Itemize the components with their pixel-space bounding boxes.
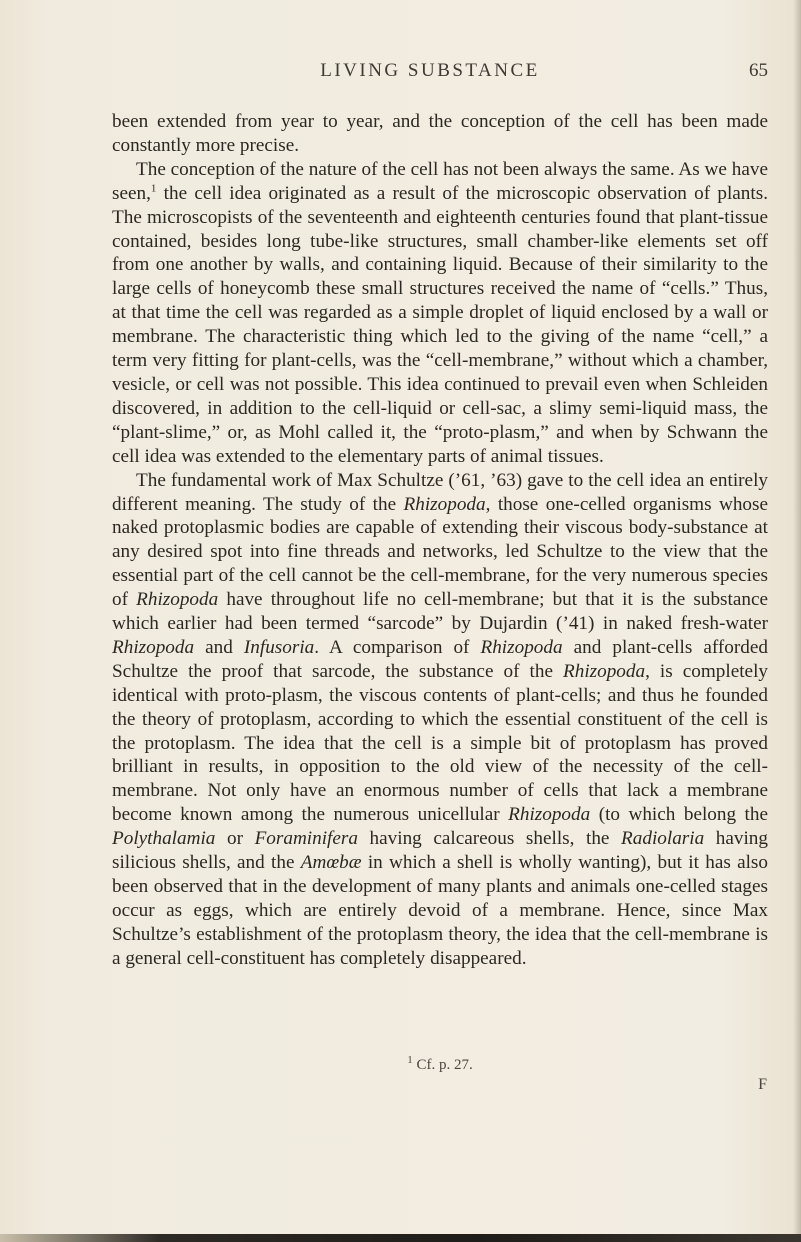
text-run: having calcareous shells, the bbox=[357, 828, 622, 850]
text-run: . A comparison of bbox=[314, 636, 481, 658]
text-run: and bbox=[194, 636, 244, 658]
running-header bbox=[92, 60, 768, 90]
page-edge-shadow bbox=[793, 0, 801, 1242]
italic-term: Radiolaria bbox=[621, 828, 705, 850]
footnote-reference: 1 bbox=[150, 182, 157, 195]
text-run: The fundamental work of Max Schultze (’61, ’63) gave to the cell idea an entirely different meaning. The study of the bbox=[112, 469, 768, 515]
italic-term: Foraminifera bbox=[254, 828, 358, 850]
italic-term: Rhizopoda bbox=[112, 636, 195, 658]
text-run: or bbox=[215, 828, 255, 850]
body-text bbox=[112, 110, 768, 971]
text-run: in which a shell is wholly wanting), but it has also been observed that in the development of many plants and animals one-celled stages occur as eggs, which are entirely devoid of a membrane. Hence, since Max Schultze’s establishment of the protoplasm theory, the idea that the cell-membrane is a general cell-constituent has completely disappeared. bbox=[112, 852, 768, 969]
footnote bbox=[112, 1054, 768, 1074]
footnote-text: Cf. p. 27. bbox=[412, 1057, 473, 1073]
text-run: the cell idea originated as a result of the microscopic observation of plants. The microscopists of the seventeenth and eighteenth centuries found that plant-tissue contained, besides long tube-like structures, small chamber-like elements set off from one another by walls, and containing liquid. Because of their similarity to the large cells of honeycomb these small structures received the name of “cells.” Thus, at that time the cell was regarded as a simple droplet of liquid enclosed by a wall or membrane. The characteristic thing which led to the giving of the name “cell,” a term very fitting for plant-cells, was the “cell-membrane,” without which a chamber, vesicle, or cell was not possible. This idea continued to prevail even when Schleiden discovered, in addition to the cell-liquid or cell-sac, a slimy semi-liquid mass, the “plant-slime,” or, as Mohl called it, the “proto-plasm,” and when by Schwann the cell idea was extended to the elementary parts of animal tissues. bbox=[112, 182, 768, 467]
text-run: been extended from year to year, and the conception of the cell has been made constantly more precise. bbox=[112, 111, 768, 156]
text-run: , those one-celled organisms whose naked protoplasmic bodies are capable of extending their viscous body-substance at any desired spot into fine threads and networks, led Schultze to the view that the essential part of the cell cannot be the cell-membrane, for the very numerous species of bbox=[112, 493, 768, 611]
italic-term: Amœbæ bbox=[300, 852, 362, 874]
text-run: having silicious shells, and the bbox=[112, 828, 768, 874]
paragraph bbox=[112, 110, 768, 158]
text-run: The conception of the nature of the cell has not been always the same. As we have seen, bbox=[112, 158, 768, 204]
paragraph bbox=[112, 158, 768, 469]
italic-term: Infusoria bbox=[243, 636, 315, 658]
signature-mark: F bbox=[758, 1076, 767, 1093]
page-bottom-edge bbox=[0, 1234, 801, 1242]
running-title: LIVING SUBSTANCE bbox=[320, 60, 540, 81]
italic-term: Rhizopoda bbox=[508, 804, 591, 826]
italic-term: Rhizopoda bbox=[136, 589, 219, 611]
text-run: , is completely identical with proto-plasm, the viscous contents of plant-cells; and thus he founded the theory of protoplasm, according to which the essential constituent of the cell is the protoplasm. The idea that the cell is a simple bit of protoplasm has proved brilliant in results, in opposition to the old view of the necessity of the cell-membrane. Not only have an enormous number of cells that lack a membrane become known among the numerous unicellular bbox=[112, 660, 769, 826]
italic-term: Polythalamia bbox=[112, 828, 216, 850]
text-run: and plant-cells afforded Schultze the proof that sarcode, the substance of the bbox=[112, 636, 768, 682]
footnote-marker: 1 bbox=[407, 1054, 413, 1066]
text-run: have throughout life no cell-membrane; but that it is the substance which earlier had been termed “sarcode” by Dujardin (’41) in naked fresh-water bbox=[112, 589, 768, 635]
text-run: (to which belong the bbox=[590, 804, 768, 826]
italic-term: Rhizopoda bbox=[563, 660, 646, 682]
italic-term: Rhizopoda bbox=[403, 493, 486, 515]
page-number: 65 bbox=[749, 60, 768, 81]
italic-term: Rhizopoda bbox=[480, 636, 563, 658]
paragraph bbox=[112, 469, 768, 971]
